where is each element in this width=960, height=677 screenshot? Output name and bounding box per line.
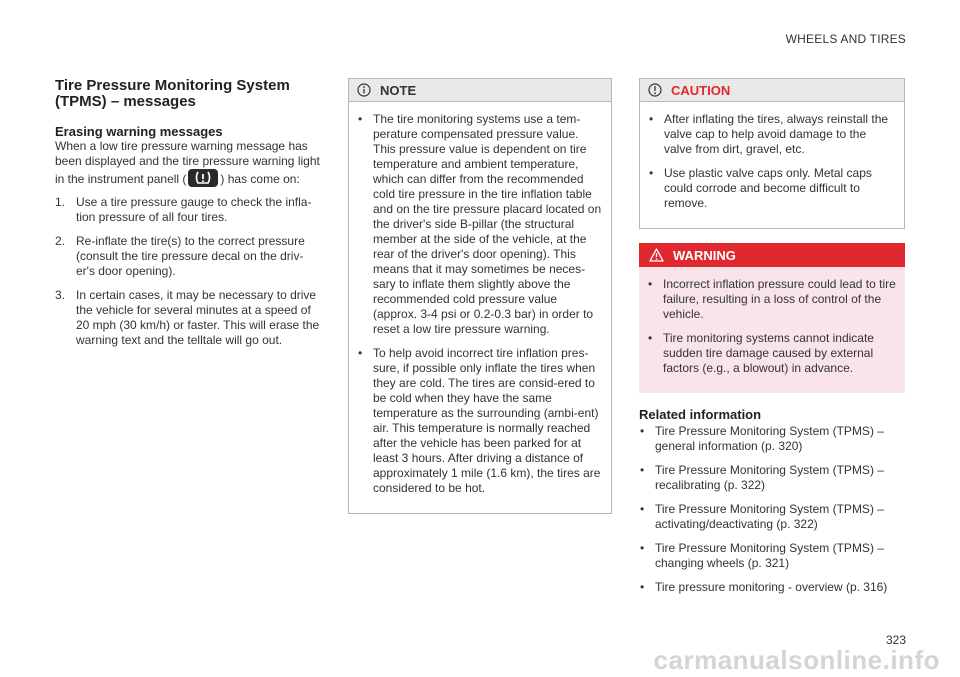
warning-box xyxy=(639,243,905,393)
list-item xyxy=(55,288,320,348)
warning-header xyxy=(639,243,905,267)
page-header-section: WHEELS AND TIRES xyxy=(785,32,906,46)
list-item: • To help avoid incorrect tire inflation pres-sure, if possible only inflate the tires when they are cold. The tires are consid-ered to be cold when they have the same temperature as the surrounding (ambi-ent) air. This temperature is normally reached after the vehicle has been parked for at least 3 hours. After driving a distance of approximately 1 mile (1.6 km), the tires are considered to be hot. xyxy=(357,346,603,496)
warning-triangle-icon xyxy=(649,248,664,262)
list-item xyxy=(55,195,320,225)
caution-body xyxy=(640,102,904,228)
note-heading: NOTE xyxy=(380,82,417,98)
caution-header xyxy=(640,79,904,102)
page-number: 323 xyxy=(885,633,906,647)
list-item: • After inflating the tires, always reinstall the valve cap to help avoid damage to the valve from dirt, gravel, etc. xyxy=(648,112,896,157)
note-box xyxy=(348,78,612,514)
warning-list xyxy=(647,277,897,376)
step-number: 2. xyxy=(55,234,66,248)
caution-heading: CAUTION xyxy=(671,82,731,98)
list-item: • Use plastic valve caps only. Metal caps could corrode and become difficult to remove. xyxy=(648,166,896,211)
related-information xyxy=(639,407,905,595)
list-item: • The tire monitoring systems use a tem-perature compensated pressure value. This pressure value is dependent on tire temperature and ambient temperature, which can differ from the recommended cold tire pressure in the tire inflation table and on the tire pressure placard located on the driver's side B-pillar (the structural member at the side of the vehicle, at the rear of the driver's door opening). This means that it may sometimes be neces-sary to inflate them slightly above the recommended cold pressure value (approx. 3-4 psi or 0.2-0.3 bar) in order to reset a low tire pressure warning. xyxy=(357,112,603,337)
step-number: 3. xyxy=(55,288,66,302)
list-item: • Tire pressure monitoring - overview (p. 316) xyxy=(639,580,905,595)
warning-body xyxy=(639,267,905,393)
right-column xyxy=(639,78,905,604)
note-body xyxy=(349,102,611,513)
list-item: • Tire Pressure Monitoring System (TPMS) – general information (p. 320) xyxy=(639,424,905,454)
page-title-line-2: (TPMS) – messages xyxy=(55,93,196,110)
steps-list xyxy=(55,195,320,348)
step-number: 1. xyxy=(55,195,66,209)
info-icon xyxy=(357,83,371,97)
list-item: • Tire Pressure Monitoring System (TPMS) – activating/deactivating (p. 322) xyxy=(639,502,905,532)
list-item: • Incorrect inflation pressure could lead to tire failure, resulting in a loss of control of the vehicle. xyxy=(647,277,897,322)
note-header xyxy=(349,79,611,102)
related-heading: Related information xyxy=(639,407,762,422)
step-text: In certain cases, it may be necessary to drive the vehicle for several minutes at a speed of 20 mph (30 km/h) or faster. This will erase the warning text and the telltale will go out. xyxy=(76,288,320,347)
list-item: • Tire Pressure Monitoring System (TPMS) – changing wheels (p. 321) xyxy=(639,541,905,571)
left-column xyxy=(55,78,320,357)
step-text: Re-inflate the tire(s) to the correct pressure (consult the tire pressure decal on the driv-er's door opening). xyxy=(76,234,305,278)
tire-pressure-warning-icon xyxy=(188,169,218,187)
note-list xyxy=(357,112,603,496)
page-title xyxy=(55,78,320,110)
watermark: carmanualsonline.info xyxy=(653,645,940,675)
intro-paragraph xyxy=(55,139,320,187)
list-item: • Tire Pressure Monitoring System (TPMS) – recalibrating (p. 322) xyxy=(639,463,905,493)
caution-list xyxy=(648,112,896,211)
caution-icon xyxy=(648,83,662,97)
warning-heading: WARNING xyxy=(673,247,736,263)
middle-column xyxy=(348,78,612,514)
step-text: Use a tire pressure gauge to check the infla-tion pressure of all four tires. xyxy=(76,195,312,224)
intro-text-before: When a low tire pressure warning message has been displayed and the tire pressure warning light in the instrument panell ( xyxy=(55,139,320,186)
list-item: • Tire monitoring systems cannot indicate sudden tire damage caused by external factors (e.g., a blowout) in advance. xyxy=(647,331,897,376)
list-item xyxy=(55,234,320,279)
related-list xyxy=(639,424,905,595)
intro-text-after: ) has come on: xyxy=(220,172,300,186)
page-title-line-1: Tire Pressure Monitoring System xyxy=(55,77,290,94)
caution-box xyxy=(639,78,905,229)
section-subtitle: Erasing warning messages xyxy=(55,124,223,139)
